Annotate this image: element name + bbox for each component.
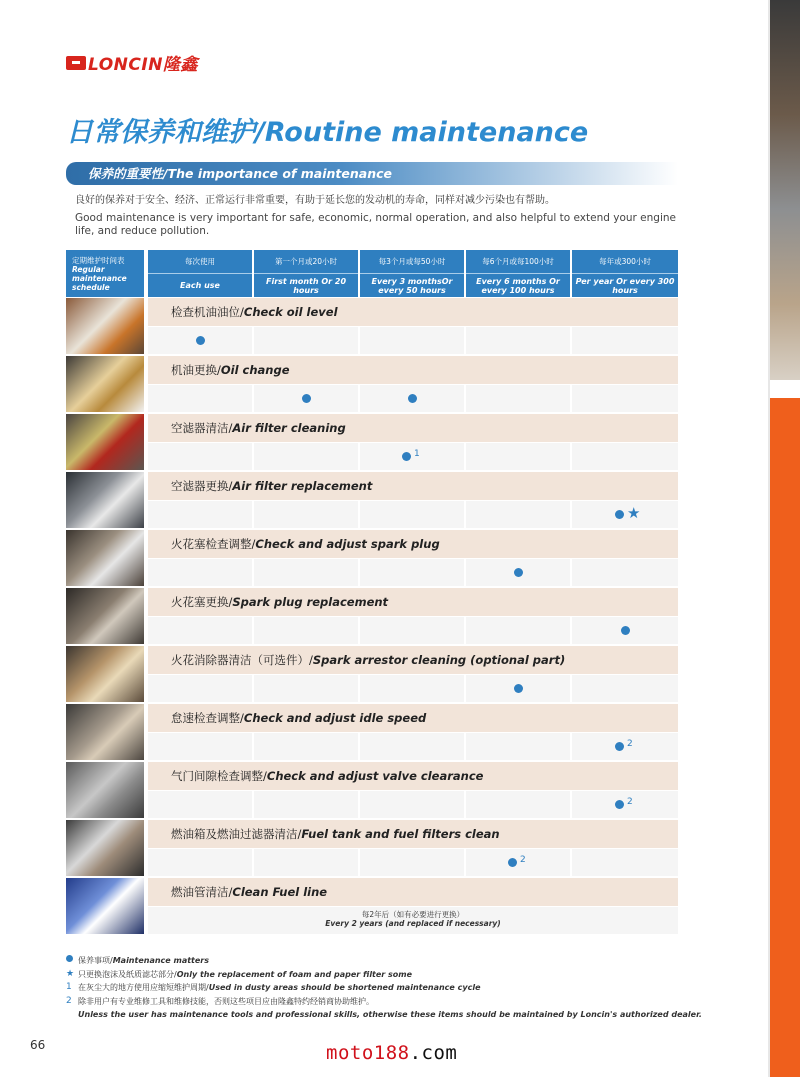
- intro-text-en: Good maintenance is very important for safe, economic, normal operation, and also helpful to extend your engine life, and reduce pollution.: [75, 212, 676, 237]
- legend-text-en: Only the replacement of foam and paper filter some: [176, 969, 413, 979]
- valve-photo: [66, 762, 144, 818]
- schedule-cell: [254, 733, 358, 760]
- watermark-left: moto188: [326, 1042, 410, 1064]
- schedule-cell: [360, 501, 464, 528]
- row-cells: [148, 733, 678, 760]
- header-col-2: [360, 250, 464, 297]
- schedule-cell: [148, 791, 252, 818]
- full-note-cn: 每2年后（如有必要进行更换）: [361, 910, 465, 919]
- header-label-en: Regular maintenance schedule: [72, 265, 127, 292]
- header-label-cell: [66, 250, 144, 297]
- row-title: [148, 878, 678, 906]
- maintenance-dot-icon: [408, 394, 417, 403]
- legend-dot-icon: [66, 954, 78, 968]
- schedule-cell: [254, 385, 358, 412]
- row-title: [148, 472, 678, 500]
- maintenance-dot-icon: [402, 452, 411, 461]
- spark-arrestor-photo: [66, 646, 144, 702]
- legend-item: [66, 981, 706, 995]
- table-row: [66, 645, 678, 703]
- legend-item: [66, 954, 706, 968]
- legend-text-cn: 只更换泡沫及纸质滤芯部分/: [78, 969, 177, 979]
- spark-plug-wrench-photo: [66, 530, 144, 586]
- legend-item: [66, 968, 706, 982]
- maintenance-dot-icon: [196, 336, 205, 345]
- legend-symbol: 2: [66, 995, 72, 1006]
- fuel-filter-photo: [66, 820, 144, 876]
- air-filter-photo: [66, 414, 144, 470]
- row-title-en: Check and adjust idle speed: [243, 711, 427, 725]
- maintenance-dot-icon: [514, 568, 523, 577]
- header-col-1-cn: 第一个月或20小时: [254, 250, 358, 274]
- schedule-cell: [254, 559, 358, 586]
- schedule-cell: [360, 849, 464, 876]
- maintenance-dot-icon: [615, 800, 624, 809]
- legend-symbol: 1: [66, 982, 72, 992]
- schedule-cell: [148, 617, 252, 644]
- schedule-cell: [572, 849, 678, 876]
- legend-item: [66, 1008, 706, 1022]
- row-cells: [148, 443, 678, 470]
- schedule-cell: [254, 501, 358, 528]
- schedule-cell: [466, 791, 570, 818]
- row-title-en: Check oil level: [243, 305, 338, 319]
- header-col-0-en: Each use: [180, 281, 220, 290]
- legend-item: [66, 995, 706, 1009]
- row-title: [148, 704, 678, 732]
- legend-text-cn: 除非用户有专业维修工具和维修技能，否则这些项目应由隆鑫特约经销商协助维护。: [78, 996, 374, 1006]
- schedule-cell: [148, 443, 252, 470]
- table-body: [66, 297, 678, 935]
- schedule-cell: [148, 327, 252, 354]
- schedule-cell: [572, 443, 678, 470]
- legend-text-en: Used in dusty areas should be shortened maintenance cycle: [208, 983, 481, 992]
- schedule-cell: [572, 385, 678, 412]
- row-title: [148, 588, 678, 616]
- schedule-cell: [466, 675, 570, 702]
- maintenance-dot-icon: [615, 742, 624, 751]
- legend-text-cn: 保养事项/: [78, 956, 113, 965]
- schedule-cell: [466, 385, 570, 412]
- schedule-cell: [466, 327, 570, 354]
- header-col-4: [572, 250, 678, 297]
- header-col-2-en: Every 3 monthsOr every 50 hours: [371, 276, 453, 295]
- row-title-en: Clean Fuel line: [232, 885, 328, 899]
- header-col-4-en: Per year Or every 300 hours: [575, 276, 675, 295]
- table-row: [66, 761, 678, 819]
- edge-photo-strip: [770, 0, 800, 380]
- schedule-cell: [360, 385, 464, 412]
- air-filter-housing-photo: [66, 472, 144, 528]
- row-title-cn: 气门间隙检查调整/: [171, 769, 267, 783]
- row-title-en: Oil change: [220, 363, 290, 377]
- page-number: 66: [30, 1038, 46, 1052]
- table-row: [66, 877, 678, 935]
- row-title-en: Fuel tank and fuel filters clean: [301, 827, 500, 841]
- legend-text-cn: 在灰尘大的地方使用应缩短维护周期/: [78, 983, 209, 992]
- schedule-cell: [466, 733, 570, 760]
- header-col-2-cn: 每3个月或每50小时: [360, 250, 464, 274]
- header-col-3: [466, 250, 570, 297]
- section-heading: [66, 162, 678, 185]
- schedule-cell: [148, 675, 252, 702]
- footnote-marker: 1: [414, 449, 420, 459]
- row-title-cn: 空滤器更换/: [171, 479, 233, 493]
- row-title-en: Air filter replacement: [232, 479, 373, 493]
- header-label-cn: 定期维护时间表: [72, 256, 125, 265]
- loncin-logo: [66, 50, 198, 75]
- row-title-cn: 空滤器清洁/: [171, 421, 233, 435]
- row-title-en: Spark plug replacement: [232, 595, 389, 609]
- maintenance-dot-icon: [508, 858, 517, 867]
- schedule-cell: [466, 617, 570, 644]
- row-title: [148, 762, 678, 790]
- header-col-3-en: Every 6 months Or every 100 hours: [476, 276, 560, 295]
- header-col-0: [148, 250, 252, 297]
- row-title: [148, 820, 678, 848]
- row-title-cn: 火花塞检查调整/: [171, 537, 256, 551]
- intro-text-cn: 良好的保养对于安全、经济、正常运行非常重要，有助于延长您的发动机的寿命，同样对减少污染也有帮助。: [75, 195, 555, 206]
- loncin-logo-mark-icon: [66, 56, 86, 70]
- row-title-en: Check and adjust valve clearance: [266, 769, 484, 783]
- row-cells: [148, 675, 678, 702]
- schedule-cell: [466, 559, 570, 586]
- row-title-cn: 怠速检查调整/: [171, 711, 244, 725]
- header-col-1: [254, 250, 358, 297]
- row-title: [148, 414, 678, 442]
- schedule-cell: [466, 501, 570, 528]
- schedule-cell: [148, 385, 252, 412]
- schedule-cell: [466, 443, 570, 470]
- header-col-4-cn: 每年或300小时: [572, 250, 678, 274]
- schedule-cell: [360, 443, 464, 470]
- oil-dipstick-photo: [66, 298, 144, 354]
- table-header: [66, 250, 678, 297]
- row-cells: [148, 791, 678, 818]
- maintenance-schedule-table: [66, 250, 678, 935]
- row-cells: [148, 907, 678, 934]
- schedule-cell: [254, 675, 358, 702]
- schedule-cell: [360, 617, 464, 644]
- schedule-cell: [572, 675, 678, 702]
- schedule-cell: [360, 733, 464, 760]
- table-row: [66, 819, 678, 877]
- logo-text: LONCIN隆鑫: [88, 55, 198, 75]
- header-col-3-cn: 每6个月或每100小时: [466, 250, 570, 274]
- schedule-cell: [360, 327, 464, 354]
- table-row: [66, 355, 678, 413]
- table-row: [66, 703, 678, 761]
- maintenance-dot-icon: [621, 626, 630, 635]
- row-cells: [148, 385, 678, 412]
- row-cells: [148, 501, 678, 528]
- schedule-cell: [360, 791, 464, 818]
- schedule-cell: [254, 617, 358, 644]
- row-cells: [148, 849, 678, 876]
- row-full-note: [148, 907, 678, 934]
- header-col-1-en: First month Or 20 hours: [265, 276, 347, 295]
- schedule-cell: [572, 617, 678, 644]
- schedule-cell: [572, 327, 678, 354]
- schedule-cell: [148, 559, 252, 586]
- schedule-cell: [148, 501, 252, 528]
- page-title: 日常保养和维护/Routine maintenance: [66, 117, 589, 148]
- oil-pour-photo: [66, 356, 144, 412]
- full-note-en: Every 2 years (and replaced if necessary): [325, 919, 501, 928]
- table-row: [66, 471, 678, 529]
- schedule-cell: [148, 733, 252, 760]
- watermark-right: .com: [409, 1042, 458, 1064]
- row-title-cn: 燃油箱及燃油过滤器清洁/: [171, 827, 302, 841]
- row-title-cn: 火花消除器清洁（可选件）/: [171, 653, 313, 667]
- header-col-0-cn: 每次使用: [148, 250, 252, 274]
- maintenance-dot-icon: [615, 510, 624, 519]
- schedule-cell: [572, 733, 678, 760]
- row-title-en: Spark arrestor cleaning (optional part): [312, 653, 566, 667]
- maintenance-dot-icon: [514, 684, 523, 693]
- fuel-line-photo: [66, 878, 144, 934]
- schedule-cell: [254, 849, 358, 876]
- schedule-cell: [360, 559, 464, 586]
- schedule-cell: [572, 791, 678, 818]
- table-row: [66, 529, 678, 587]
- footnote-marker: 2: [520, 855, 526, 865]
- maintenance-dot-icon: [66, 955, 73, 962]
- table-row: [66, 587, 678, 645]
- spark-plug-photo: [66, 588, 144, 644]
- row-title-cn: 机油更换/: [171, 363, 221, 377]
- footnote-marker: 2: [627, 739, 633, 749]
- schedule-cell: [254, 443, 358, 470]
- schedule-cell: [254, 327, 358, 354]
- idle-screw-photo: [66, 704, 144, 760]
- legend-text-en: Maintenance matters: [112, 956, 210, 965]
- row-title-en: Check and adjust spark plug: [255, 537, 440, 551]
- schedule-cell: [148, 849, 252, 876]
- row-title: [148, 298, 678, 326]
- section-heading-en: The importance of maintenance: [167, 166, 392, 181]
- legend: [66, 954, 706, 1022]
- row-title-cn: 燃油管清洁/: [171, 885, 233, 899]
- legend-text-en: Unless the user has maintenance tools and professional skills, otherwise these items should be maintained by Loncin's authorized dealer.: [78, 1010, 702, 1019]
- schedule-cell: [572, 501, 678, 528]
- row-title-en: Air filter cleaning: [232, 421, 346, 435]
- schedule-cell: [466, 849, 570, 876]
- section-heading-cn: 保养的重要性/: [88, 166, 168, 181]
- row-cells: [148, 559, 678, 586]
- row-title: [148, 530, 678, 558]
- schedule-cell: [360, 675, 464, 702]
- table-row: [66, 413, 678, 471]
- footnote-marker: 2: [627, 797, 633, 807]
- legend-star-icon: ★: [66, 968, 75, 979]
- table-row: [66, 297, 678, 355]
- row-title: [148, 356, 678, 384]
- schedule-cell: [254, 791, 358, 818]
- star-note-icon: ★: [627, 504, 641, 522]
- row-title-cn: 火花塞更换/: [171, 595, 233, 609]
- edge-orange-bar: [770, 398, 800, 1077]
- row-cells: [148, 327, 678, 354]
- watermark: [326, 1042, 457, 1064]
- maintenance-dot-icon: [302, 394, 311, 403]
- schedule-cell: [572, 559, 678, 586]
- row-title-cn: 检查机油油位/: [171, 305, 244, 319]
- row-title: [148, 646, 678, 674]
- row-cells: [148, 617, 678, 644]
